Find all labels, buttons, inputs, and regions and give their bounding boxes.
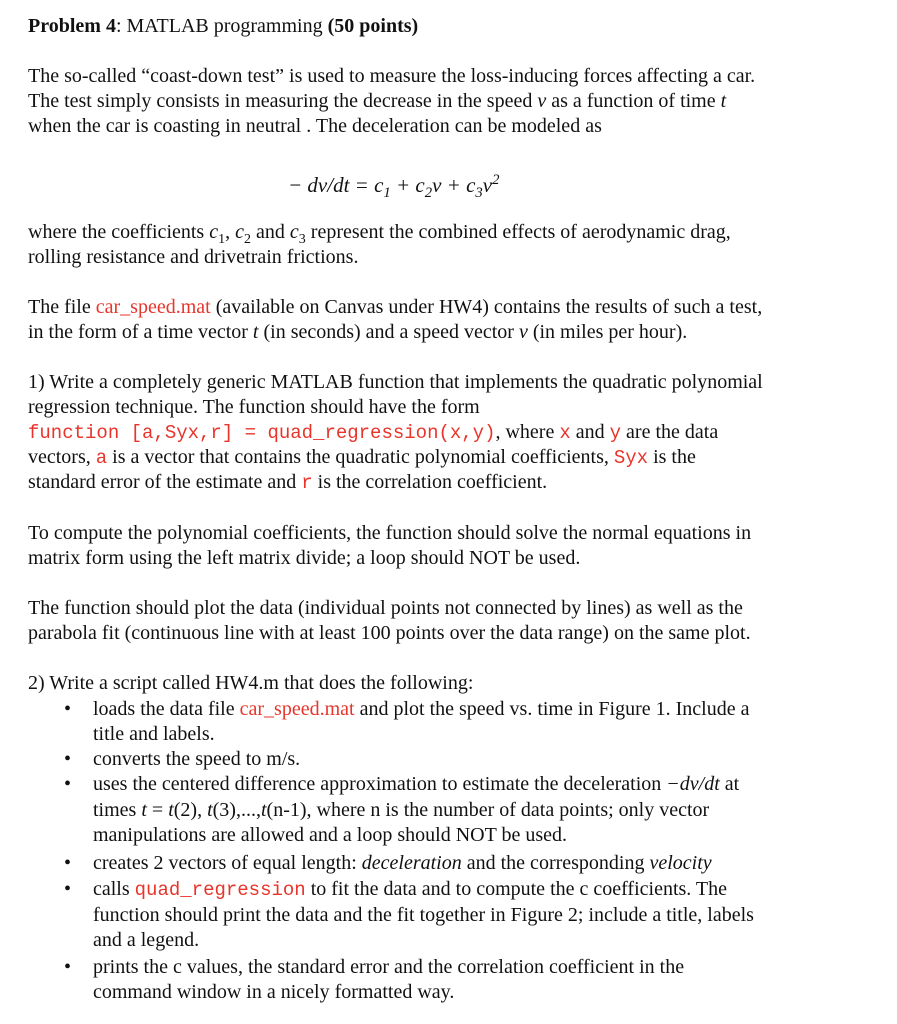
text-segment: + c: [390, 173, 425, 197]
text-line: [28, 114, 602, 138]
text-segment: as a function of time: [546, 90, 721, 112]
text-segment: 2: [492, 172, 500, 188]
text-segment: 2: [424, 185, 433, 202]
code-text: function [a,Syx,r] = quad_regression(x,y): [28, 422, 496, 444]
text-segment: prints the c values, the standard error and the correlation coefficient in the: [93, 956, 685, 978]
text-segment: ,: [225, 221, 236, 243]
text-line: [28, 621, 751, 645]
text-segment: 1: [383, 185, 391, 202]
text-segment: rolling resistance and drivetrain frictions.: [28, 246, 359, 268]
text-line: [28, 395, 480, 419]
text-line: [28, 445, 696, 470]
text-segment: 1) Write a completely generic MATLAB function that implements the quadratic polynomial: [28, 371, 763, 393]
text-segment: loads the data file: [93, 698, 240, 720]
text-line: [28, 320, 687, 344]
text-segment: t: [260, 799, 267, 821]
text-segment: converts the speed to m/s.: [93, 748, 301, 770]
text-segment: Problem 4: [28, 15, 116, 37]
text-segment: vectors,: [28, 446, 96, 468]
text-segment: 2) Write a script called HW4.m that does the following:: [28, 672, 474, 694]
text-segment: parabola fit (continuous line with at least 100 points over the data range) on the same plot.: [28, 622, 751, 644]
text-segment: (3),...,: [212, 799, 261, 821]
text-line: [93, 747, 300, 771]
text-segment: To compute the polynomial coefficients, the function should solve the normal equations in: [28, 522, 752, 544]
text-segment: 3: [475, 185, 483, 202]
text-line: [93, 798, 709, 822]
text-segment: (in seconds) and a speed vector: [258, 321, 519, 343]
text-segment: (2),: [173, 799, 208, 821]
text-segment: t: [141, 799, 147, 821]
text-segment: The so-called “coast-down test” is used to measure the loss-inducing forces affecting a car.: [28, 65, 756, 87]
bullet-icon: •: [64, 773, 72, 795]
text-line: [28, 470, 547, 495]
bullet-icon: •: [64, 748, 72, 770]
text-segment: creates 2 vectors of equal length:: [93, 852, 362, 874]
text-segment: regression technique. The function should have the form: [28, 396, 480, 418]
text-line: [93, 722, 215, 746]
text-segment: v: [482, 173, 493, 197]
text-segment: to fit the data and to compute the c coefficients. The: [305, 878, 728, 900]
text-segment: is the correlation coefficient.: [312, 471, 548, 493]
text-line: [93, 928, 199, 952]
text-line: [93, 980, 454, 1004]
text-segment: (50 points): [327, 15, 419, 37]
text-segment: calls: [93, 878, 135, 900]
text-line: [93, 823, 567, 847]
code-text: y: [609, 422, 622, 444]
text-line: [93, 903, 754, 927]
code-text: x: [559, 422, 571, 444]
text-segment: and: [251, 221, 290, 243]
text-segment: , where: [495, 421, 560, 443]
text-segment: are the data: [621, 421, 719, 443]
text-segment: The file: [28, 296, 96, 318]
text-segment: in the form of a time vector: [28, 321, 253, 343]
text-line: [28, 671, 473, 695]
text-segment: The function should plot the data (individual points not connected by lines) as well as the: [28, 597, 743, 619]
text-segment: t: [168, 799, 174, 821]
text-segment: v + c: [432, 173, 476, 197]
bullet-icon: •: [64, 852, 72, 874]
text-segment: v: [537, 90, 547, 112]
text-line: [28, 596, 743, 620]
bullet-icon: •: [64, 698, 72, 720]
text-segment: −dv/dt: [666, 773, 720, 795]
text-segment: is a vector that contains the quadratic polynomial coefficients,: [107, 446, 614, 468]
text-line: [28, 295, 762, 319]
text-segment: (in miles per hour).: [527, 321, 688, 343]
text-segment: manipulations are allowed and a loop should NOT be used.: [93, 824, 567, 846]
text-segment: function should print the data and the fit together in Figure 2; include a title, labels: [93, 904, 754, 926]
text-segment: times: [93, 799, 142, 821]
text-segment: where the coefficients: [28, 221, 210, 243]
text-line: [93, 772, 739, 796]
text-segment: uses the centered difference approximation to estimate the deceleration: [93, 773, 667, 795]
text-segment: − dv/dt = c: [288, 173, 384, 197]
code-text: quad_regression: [134, 879, 306, 901]
text-segment: at: [719, 773, 740, 795]
text-segment: represent the combined effects of aerodynamic drag,: [305, 221, 731, 243]
text-segment: matrix form using the left matrix divide; a loop should NOT be used.: [28, 547, 581, 569]
text-segment: (available on Canvas under HW4) contains the results of such a test,: [210, 296, 763, 318]
text-segment: command window in a nicely formatted way.: [93, 981, 455, 1003]
text-segment: v: [518, 321, 528, 343]
text-segment: =: [146, 799, 169, 821]
code-text: r: [301, 472, 313, 494]
deceleration-equation: [288, 168, 499, 205]
text-segment: title and labels.: [93, 723, 215, 745]
text-line: [28, 420, 718, 445]
text-segment: t: [720, 90, 727, 112]
text-line: [28, 370, 763, 394]
text-segment: c: [289, 221, 299, 243]
code-text: a: [95, 447, 108, 469]
text-segment: deceleration: [361, 852, 462, 874]
text-line: [93, 697, 750, 721]
text-segment: standard error of the estimate and: [28, 471, 302, 493]
text-segment: (n-1), where n is the number of data points; only vector: [266, 799, 710, 821]
code-text: Syx: [613, 447, 649, 469]
text-line: [28, 245, 358, 269]
filename-text: car_speed.mat: [95, 296, 211, 318]
text-segment: and the corresponding: [461, 852, 650, 874]
text-segment: c: [235, 221, 244, 243]
text-line: [28, 64, 755, 88]
text-segment: The test simply consists in measuring the decrease in the speed: [28, 90, 538, 112]
text-segment: and plot the speed vs. time in Figure 1. Include a: [354, 698, 750, 720]
text-line: [93, 851, 712, 875]
text-segment: : MATLAB programming: [115, 15, 328, 37]
text-segment: 2: [244, 232, 251, 247]
text-segment: when the car is coasting in neutral . The deceleration can be modeled as: [28, 115, 602, 137]
text-line: [93, 955, 684, 979]
filename-text: car_speed.mat: [239, 698, 355, 720]
text-segment: and: [570, 421, 610, 443]
text-segment: c: [209, 221, 219, 243]
problem-title: [28, 14, 418, 38]
bullet-icon: •: [64, 878, 72, 900]
text-line: [28, 546, 580, 570]
text-segment: velocity: [649, 852, 712, 874]
text-segment: 1: [218, 232, 226, 247]
text-segment: t: [207, 799, 213, 821]
text-segment: t: [252, 321, 259, 343]
text-segment: is the: [648, 446, 696, 468]
text-line: [28, 89, 726, 113]
bullet-icon: •: [64, 956, 72, 978]
text-line: [93, 877, 727, 902]
text-line: [28, 521, 751, 545]
text-segment: 3: [298, 232, 306, 247]
text-segment: and a legend.: [93, 929, 200, 951]
